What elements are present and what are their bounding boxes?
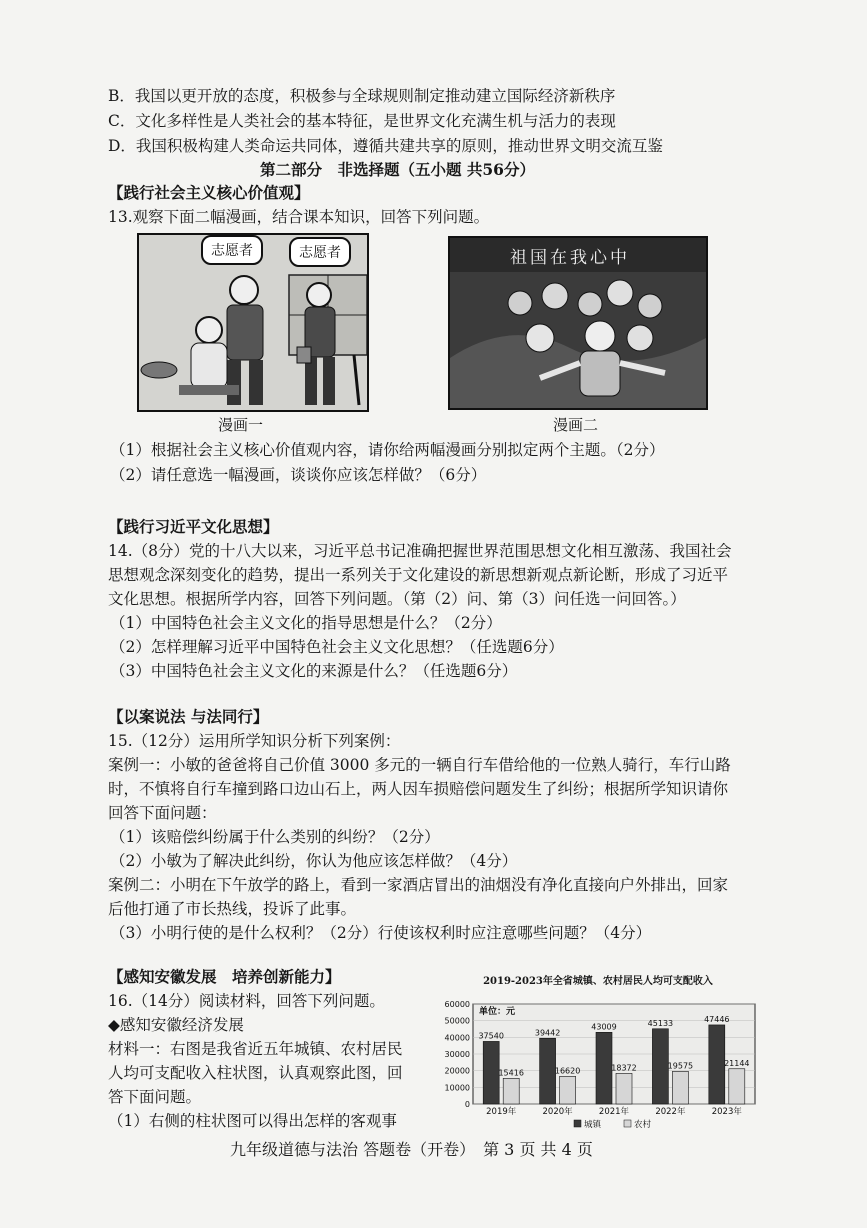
x-tick-label: 2022年: [655, 1107, 686, 1117]
q15-case2-line-1: 案例二：小明在下午放学的路上，看到一家酒店冒出的油烟没有净化直接向户外排出，回家: [108, 876, 729, 894]
y-tick-label: 0: [464, 1100, 470, 1109]
comic-one: [137, 233, 369, 412]
caption-comic-one: 漫画一: [218, 416, 264, 434]
bar-城镇: [652, 1029, 668, 1104]
q14-line-3: 文化思想。根据所学内容，回答下列问题。（第（2）问、第（3）问任选一问回答。）: [108, 590, 686, 608]
caption-comic-two: 漫画二: [553, 416, 599, 434]
y-tick-label: 40000: [444, 1033, 470, 1043]
data-label: 21144: [724, 1058, 750, 1068]
section-heading-culture: 【践行习近平文化思想】: [108, 517, 279, 536]
comic-two: [448, 236, 708, 410]
bar-城镇: [596, 1032, 612, 1104]
q16-line-2: ◆感知安徽经济发展: [108, 1016, 244, 1034]
comic-two-title: 祖国在我心中: [510, 248, 630, 268]
bar-农村: [729, 1069, 745, 1104]
chart-title: 2019-2023年全省城镇、农村居民人均可支配收入: [483, 976, 713, 987]
y-tick-label: 50000: [444, 1016, 470, 1026]
data-label: 15416: [498, 1068, 524, 1078]
q16-line-6: （1）右侧的柱状图可以得出怎样的客观事: [108, 1112, 397, 1130]
speech-bubble-volunteer-2: 志愿者: [289, 237, 351, 267]
unit-label: 单位：元: [479, 1007, 516, 1017]
part2-title: 第二部分 非选择题（五小题 共56分）: [260, 160, 535, 179]
x-tick-label: 2021年: [598, 1107, 630, 1117]
q15-case1-line-1: 案例一：小敏的爸爸将自己价值 3000 多元的一辆自行车借给他的一位熟人骑行，车行山路: [108, 756, 731, 774]
q15-case1-line-2: 时，不慎将自行车撞到路口边山石上，两人因车损赔偿问题发生了纠纷；根据所学知识请你: [108, 780, 729, 798]
y-tick-label: 60000: [444, 1000, 470, 1009]
bar-农村: [560, 1076, 576, 1104]
q13-sub-1: （1）根据社会主义核心价值观内容，请你给两幅漫画分别拟定两个主题。（2分）: [110, 441, 665, 459]
bar-农村: [672, 1071, 688, 1104]
data-label: 18372: [611, 1063, 637, 1073]
page-footer: 九年级道德与法治 答题卷（开卷） 第 3 页 共 4 页: [230, 1140, 593, 1159]
data-label: 43009: [591, 1022, 617, 1032]
q14-sub-2: （2）怎样理解习近平中国特色社会主义文化思想？（任选题6分）: [110, 638, 564, 656]
data-label: 45133: [647, 1018, 674, 1028]
section-heading-law: 【以案说法 与法同行】: [108, 707, 269, 726]
q16-line-3: 材料一：右图是我省近五年城镇、农村居民: [108, 1040, 403, 1058]
q14-line-1: 14.（8分）党的十八大以来，习近平总书记准确把握世界范围思想文化相互激荡、我国社会: [108, 542, 732, 560]
legend-swatch: [624, 1120, 631, 1127]
q15-sub-2: （2）小敏为了解决此纠纷，你认为他应该怎样做？（4分）: [110, 852, 518, 870]
q16-line-5: 答下面问题。: [108, 1088, 202, 1106]
q15-line-1: 15.（12分）运用所学知识分析下列案例：: [108, 732, 401, 750]
bar-农村: [503, 1078, 519, 1104]
q14-sub-3: （3）中国特色社会主义文化的来源是什么？（任选题6分）: [110, 662, 518, 680]
speech-bubble-volunteer-1: 志愿者: [201, 235, 263, 265]
y-tick-label: 10000: [444, 1083, 470, 1093]
option-c: C．文化多样性是人类社会的基本特征，是世界文化充满生机与活力的表现: [108, 112, 616, 130]
q14-sub-1: （1）中国特色社会主义文化的指导思想是什么？（2分）: [110, 614, 502, 632]
q13-sub-2: （2）请任意选一幅漫画，谈谈你应该怎样做？（6分）: [110, 466, 487, 484]
q15-sub-3: （3）小明行使的是什么权利？（2分）行使该权利时应注意哪些问题？（4分）: [110, 924, 652, 942]
income-chart: [433, 972, 763, 1132]
chart-plot: [433, 986, 763, 1136]
q16-line-4: 人均可支配收入柱状图，认真观察此图，回: [108, 1064, 403, 1082]
data-label: 16620: [554, 1066, 581, 1076]
option-d: D．我国积极构建人类命运共同体，遵循共建共享的原则，推动世界文明交流互鉴: [108, 137, 663, 155]
data-label: 39442: [534, 1028, 561, 1038]
question-13: 13.观察下面二幅漫画，结合课本知识，回答下列问题。: [108, 208, 490, 226]
bar-农村: [616, 1073, 632, 1104]
legend-swatch: [574, 1120, 581, 1127]
legend-label: 农村: [634, 1120, 652, 1130]
q16-line-1: 16.（14分）阅读材料，回答下列问题。: [108, 992, 385, 1010]
x-tick-label: 2019年: [486, 1107, 517, 1117]
data-label: 37540: [478, 1031, 504, 1041]
q15-sub-1: （1）该赔偿纠纷属于什么类别的纠纷？（2分）: [110, 828, 440, 846]
data-label: 19575: [667, 1061, 694, 1071]
y-tick-label: 20000: [444, 1066, 470, 1076]
q15-case2-line-2: 后他打通了市长热线，投诉了此事。: [108, 900, 357, 918]
bar-城镇: [709, 1025, 725, 1104]
bar-城镇: [540, 1038, 556, 1104]
data-label: 47446: [704, 1014, 730, 1024]
option-b: B．我国以更开放的态度，积极参与全球规则制定推动建立国际经济新秩序: [108, 87, 616, 105]
section-heading-core-values: 【践行社会主义核心价值观】: [108, 183, 310, 202]
x-tick-label: 2020年: [542, 1107, 573, 1117]
legend-label: 城镇: [584, 1120, 602, 1130]
q15-case1-line-3: 回答下面问题：: [108, 804, 217, 822]
x-tick-label: 2023年: [711, 1107, 742, 1117]
y-tick-label: 30000: [444, 1050, 470, 1059]
section-heading-anhui: 【感知安徽发展 培养创新能力】: [108, 967, 341, 986]
q14-line-2: 思想观念深刻变化的趋势，提出一系列关于文化建设的新思想新观点新论断，形成了习近平: [108, 566, 729, 584]
bar-城镇: [483, 1041, 499, 1104]
